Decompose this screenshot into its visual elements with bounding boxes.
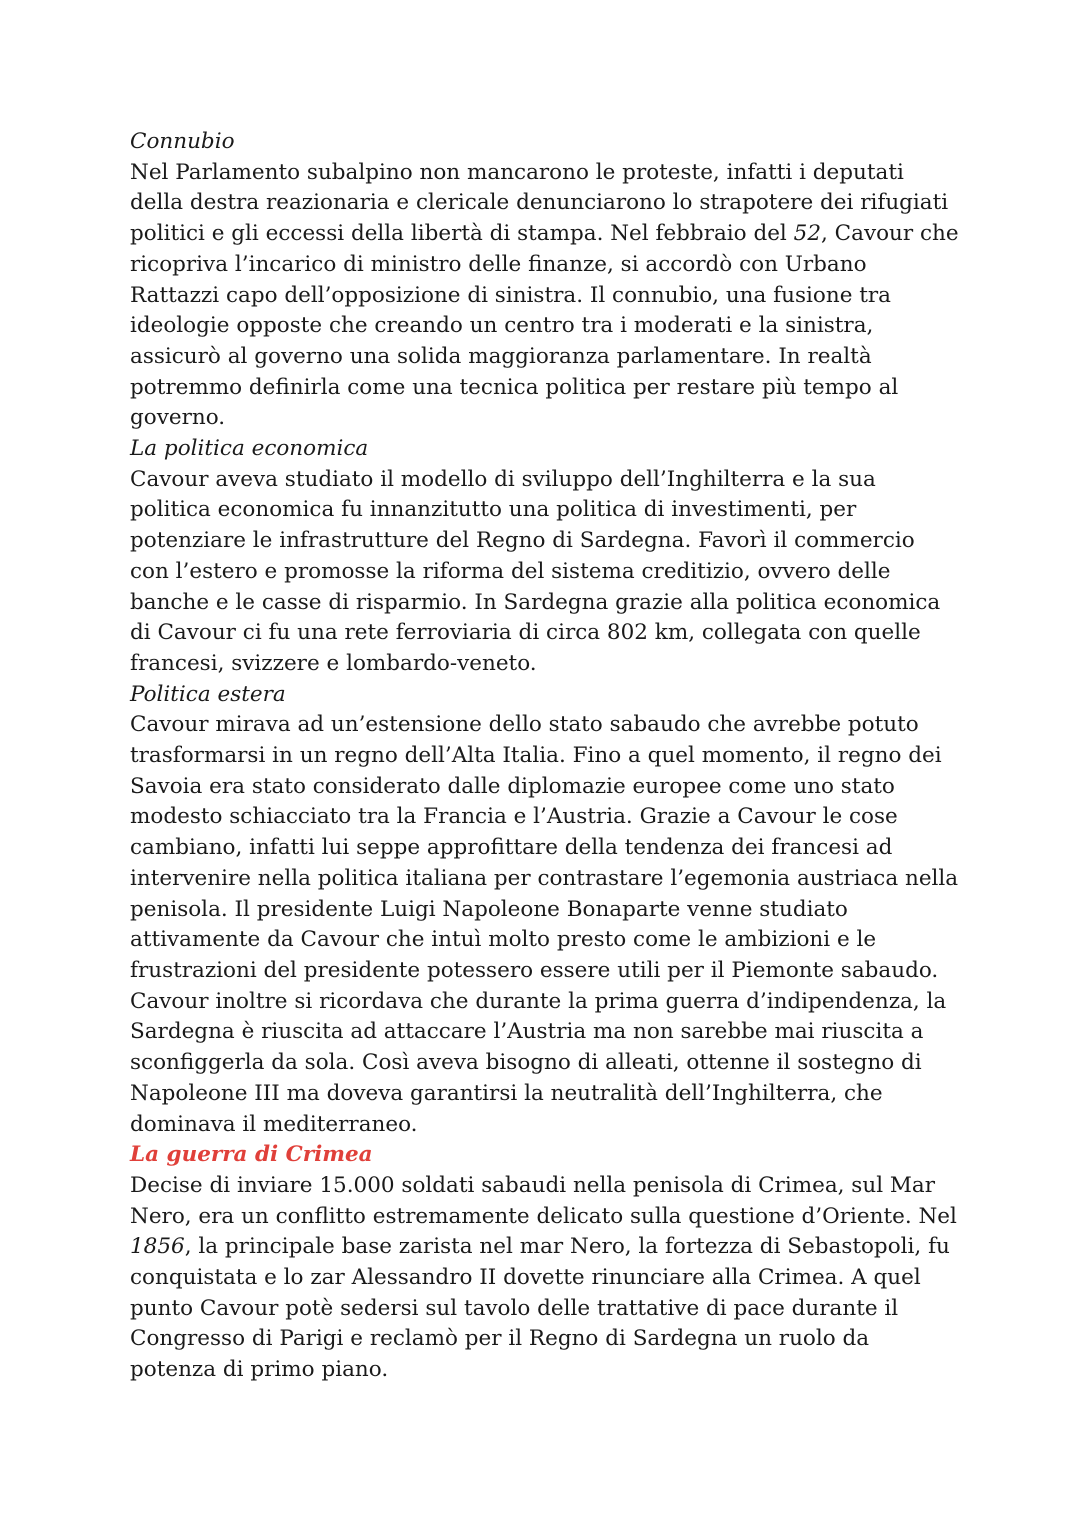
paragraph-politica-economica: Cavour aveva studiato il modello di sviluppo dell’Inghilterra e la sua politica economica fu innanzitutto una politica di investimenti, per potenziare le infrastrutture del Regno di Sardegna. Favorì il commercio con l’estero e promosse la riforma del sistema creditizio, ovvero delle banche e le casse di risparmio. In Sardegna grazie alla politica economica di Cavour ci fu una rete ferroviaria di circa 802 km, collegata con quelle francesi, svizzere e lombardo-veneto.	[130, 466, 941, 676]
paragraph-connubio-part-a: Nel Parlamento subalpino non mancarono le proteste, infatti i deputati della destra reazionaria e clericale denunciarono lo strapotere dei rifugiati politici e gli eccessi della libertà di stampa. Nel febbraio del	[130, 159, 949, 247]
year-52: 52	[793, 221, 822, 247]
section-title-politica-estera: Politica estera	[130, 681, 286, 707]
section-title-connubio: Connubio	[130, 129, 235, 154]
paragraph-politica-estera: Cavour mirava ad un’estensione dello stato sabaudo che avrebbe potuto trasformarsi in un regno dell’Alta Italia. Fino a quel momento, il regno dei Savoia era stato considerato dalle diplomazie europee come uno stato modesto schiacciato tra la Francia e l’Austria. Grazie a Cavour le cose cambiano, infatti lui seppe approfittare della tendenza dei francesi ad intervenire nella politica italiana per contrastare l’egemonia austriaca nella penisola. Il presidente Luigi Napoleone Bonaparte venne studiato attivamente da Cavour che intuì molto presto come le ambizioni e le frustrazioni del presidente potessero essere utili per il Piemonte sabaudo. Cavour inoltre si ricordava che durante la prima guerra d’indipendenza, la Sardegna è riuscita ad attaccare l’Austria ma non sarebbe mai riuscita a sconfiggerla da sola. Così aveva bisogno di alleati, ottenne il sostegno di Napoleone III ma doveva garantirsi la neutralità dell’Inghilterra, che dominava il mediterraneo.	[130, 712, 959, 1137]
paragraph-connubio-part-b: , Cavour che ricopriva l’incarico di ministro delle finanze, si accordò con Urbano Rattazzi capo dell’opposizione di sinistra. Il connubio, una fusione tra ideologie opposte che creando un centro tra i moderati e la sinistra, assicurò al governo una solida maggioranza parlamentare. In realtà potremmo definirla come una tecnica politica per restare più tempo al governo.	[130, 221, 959, 431]
document-page	[130, 127, 960, 1386]
paragraph-guerra-crimea	[130, 1171, 960, 1386]
year-1856: 1856	[130, 1234, 185, 1260]
section-title-guerra-crimea: La guerra di Crimea	[130, 1142, 373, 1168]
section-title-politica-economica: La politica economica	[130, 436, 369, 462]
paragraph-crimea-part-b: , la principale base zarista nel mar Nero, la fortezza di Sebastopoli, fu conquistata e lo zar Alessandro II dovette rinunciare alla Crimea. A quel punto Cavour potè sedersi sul tavolo delle trattative di pace durante il Congresso di Parigi e reclamò per il Regno di Sardegna un ruolo da potenza di primo piano.	[130, 1234, 950, 1383]
paragraph-connubio	[130, 158, 960, 434]
paragraph-crimea-part-a: Decise di inviare 15.000 soldati sabaudi nella penisola di Crimea, sul Mar Nero, era un conflitto estremamente delicato sulla questione d’Oriente. Nel	[130, 1172, 957, 1229]
